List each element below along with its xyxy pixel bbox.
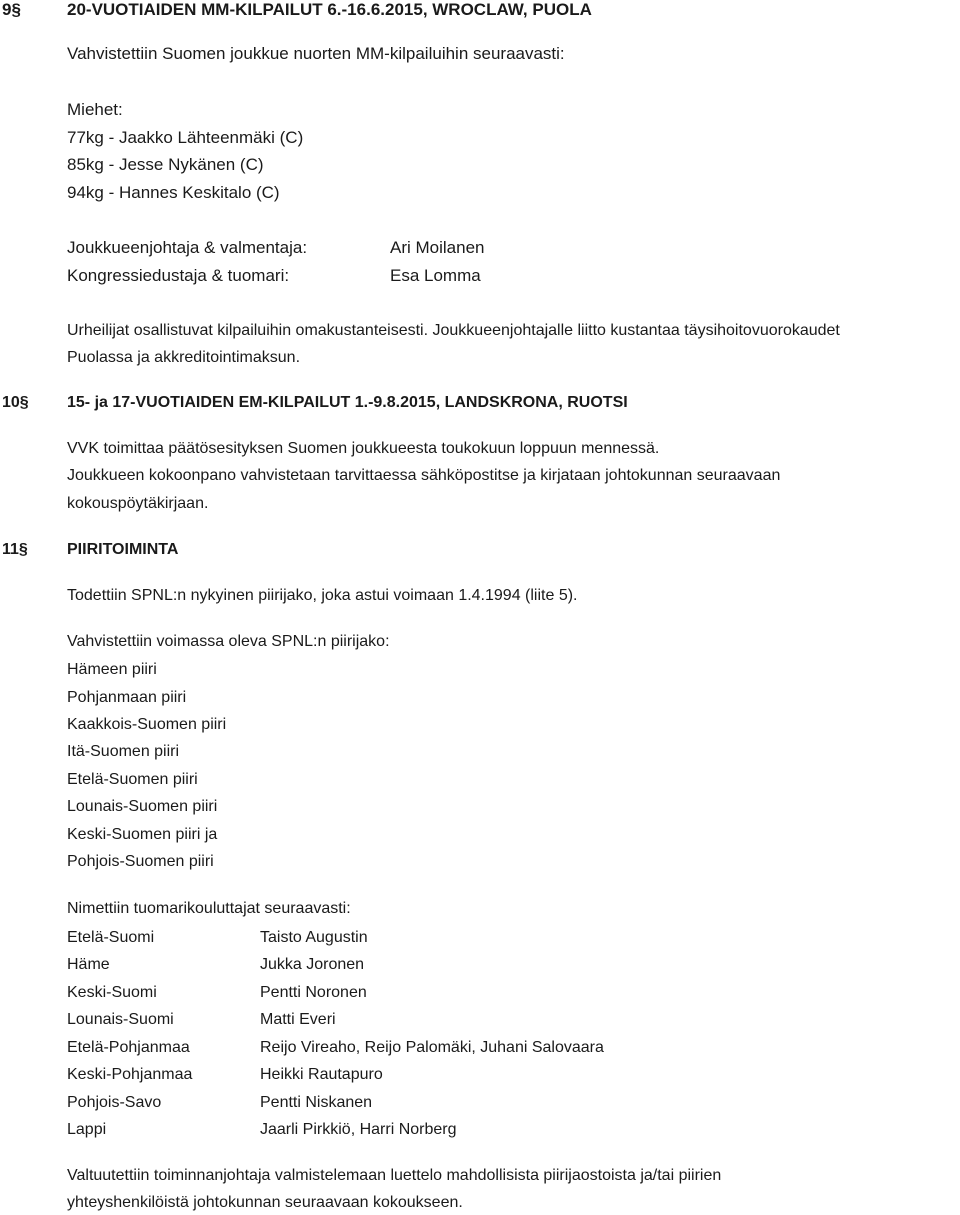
trainer-region: Keski-Pohjanmaa xyxy=(67,1066,193,1083)
closing-text: Valtuutettiin toiminnanjohtaja valmistelemaan luettelo mahdollisista piirijaostoista ja/tai piirien xyxy=(67,1167,722,1184)
closing-text-continued: yhteyshenkilöistä johtokunnan seuraavaan kokoukseen. xyxy=(67,1194,463,1211)
district-item: Keski-Suomen piiri ja xyxy=(67,826,218,843)
costs-text-continued: Puolassa ja akkreditointimaksun. xyxy=(67,349,301,366)
district-item: Kaakkois-Suomen piiri xyxy=(67,716,227,733)
athlete-item: 85kg - Jesse Nykänen (C) xyxy=(67,155,264,174)
trainer-names: Reijo Vireaho, Reijo Palomäki, Juhani Salovaara xyxy=(260,1039,604,1056)
district-noted-text: Todettiin SPNL:n nykyinen piirijako, joka astui voimaan 1.4.1994 (liite 5). xyxy=(67,587,578,604)
section-10-line: kokouspöytäkirjaan. xyxy=(67,495,209,512)
trainer-names: Taisto Augustin xyxy=(260,929,368,946)
section-10-line: Joukkueen kokoonpano vahvistetaan tarvittaessa sähköpostitse ja kirjataan johtokunnan seuraavaan xyxy=(67,467,781,484)
trainer-names: Matti Everi xyxy=(260,1011,336,1028)
trainer-names: Heikki Rautapuro xyxy=(260,1066,383,1083)
district-item: Pohjanmaan piiri xyxy=(67,689,187,706)
trainer-region: Keski-Suomi xyxy=(67,984,157,1001)
athlete-item: 94kg - Hannes Keskitalo (C) xyxy=(67,183,280,202)
trainer-region: Pohjois-Savo xyxy=(67,1094,162,1111)
trainer-region: Etelä-Suomi xyxy=(67,929,155,946)
section-11-title: PIIRITOIMINTA xyxy=(67,541,179,558)
district-item: Itä-Suomen piiri xyxy=(67,743,180,760)
section-9-intro: Vahvistettiin Suomen joukkue nuorten MM-kilpailuihin seuraavasti: xyxy=(67,44,565,63)
trainer-names: Pentti Niskanen xyxy=(260,1094,373,1111)
section-11-number: 11§ xyxy=(2,541,28,558)
section-10-line: VVK toimittaa päätösesityksen Suomen joukkueesta toukokuun loppuun mennessä. xyxy=(67,440,660,457)
section-9-title: 20-VUOTIAIDEN MM-KILPAILUT 6.-16.6.2015, WROCLAW, PUOLA xyxy=(67,0,592,19)
trainer-region: Häme xyxy=(67,956,110,973)
districts-heading: Vahvistettiin voimassa oleva SPNL:n piirijako: xyxy=(67,633,390,650)
trainer-names: Jaarli Pirkkiö, Harri Norberg xyxy=(260,1121,457,1138)
role-name: Ari Moilanen xyxy=(390,238,485,257)
section-10-number: 10§ xyxy=(2,394,29,411)
district-item: Pohjois-Suomen piiri xyxy=(67,853,214,870)
role-label: Joukkueenjohtaja & valmentaja: xyxy=(67,238,308,257)
role-label: Kongressiedustaja & tuomari: xyxy=(67,266,290,285)
men-heading: Miehet: xyxy=(67,100,123,119)
trainer-region: Lappi xyxy=(67,1121,107,1138)
costs-text: Urheilijat osallistuvat kilpailuihin omakustanteisesti. Joukkueenjohtajalle liitto kustantaa täysihoitovuorokaudet xyxy=(67,322,840,339)
trainers-heading: Nimettiin tuomarikouluttajat seuraavasti: xyxy=(67,900,351,917)
athlete-item: 77kg - Jaakko Lähteenmäki (C) xyxy=(67,128,304,147)
trainer-region: Etelä-Pohjanmaa xyxy=(67,1039,190,1056)
section-10-title: 15- ja 17-VUOTIAIDEN EM-KILPAILUT 1.-9.8.2015, LANDSKRONA, RUOTSI xyxy=(67,394,628,411)
district-item: Lounais-Suomen piiri xyxy=(67,798,218,815)
trainer-names: Pentti Noronen xyxy=(260,984,367,1001)
role-name: Esa Lomma xyxy=(390,266,481,285)
section-9-number: 9§ xyxy=(2,0,21,19)
trainer-region: Lounais-Suomi xyxy=(67,1011,174,1028)
trainer-names: Jukka Joronen xyxy=(260,956,365,973)
district-item: Hämeen piiri xyxy=(67,661,157,678)
district-item: Etelä-Suomen piiri xyxy=(67,771,198,788)
